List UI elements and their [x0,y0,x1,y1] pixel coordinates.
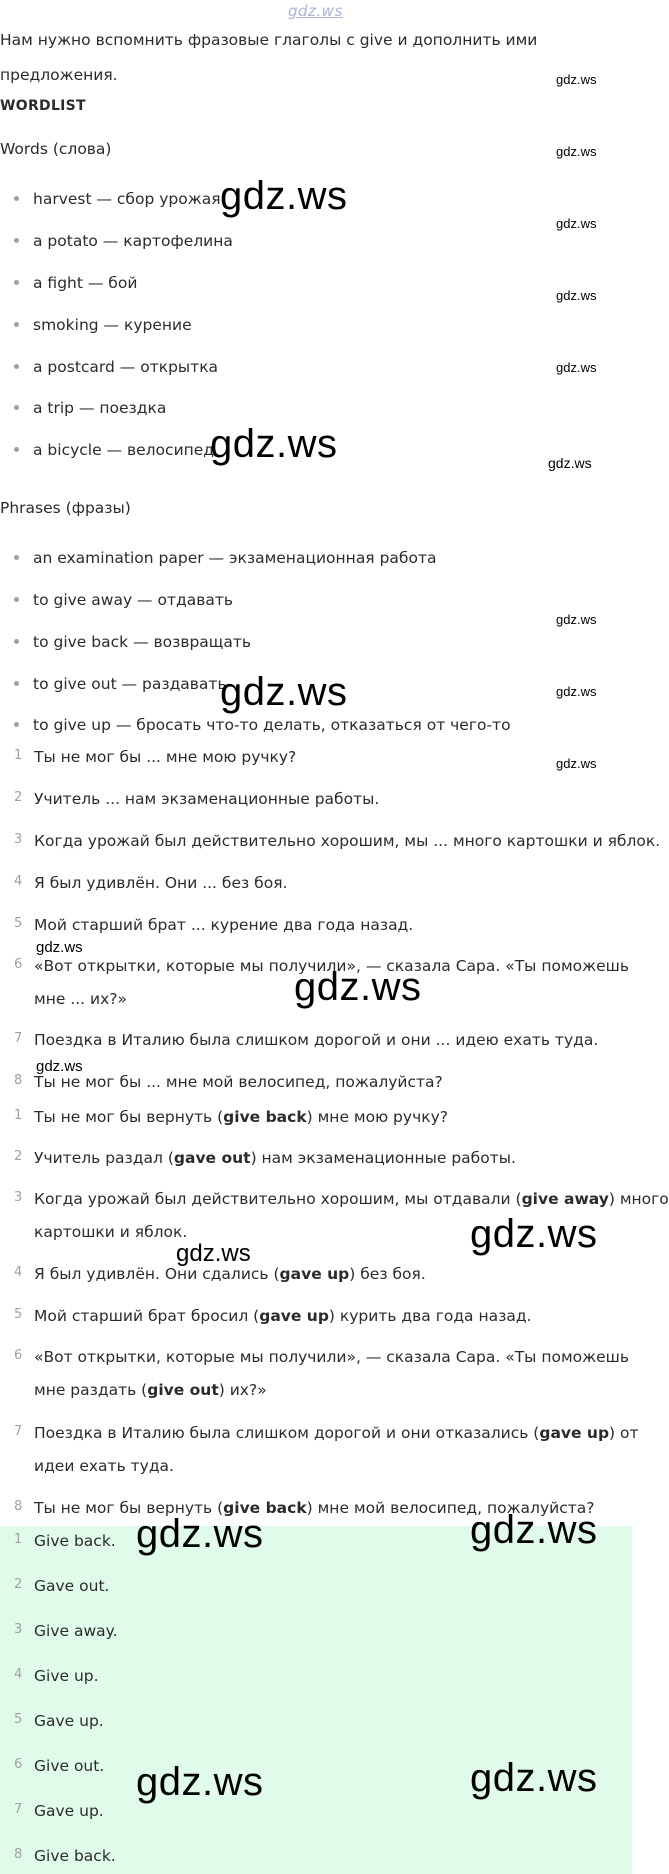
bullet-icon [14,555,19,560]
watermark: gdz.ws [220,174,348,218]
translation-item: 3 Когда урожай был действительно хорошим, мы отдавали (give away) много [14,1190,669,1208]
bullet-icon [14,196,19,201]
list-item: to give out — раздавать [14,675,227,693]
answer-item: 4 Give up. [14,1667,99,1685]
bullet-icon [14,280,19,285]
bullet-icon [14,639,19,644]
watermark: gdz.ws [220,670,348,714]
task-item: 5 Мой старший брат ... курение два года назад. [14,916,414,934]
answer-item: 5 Gave up. [14,1712,104,1730]
list-item: a potato — картофелина [14,232,233,250]
list-item: a postcard — открытка [14,358,218,376]
answer-item: 2 Gave out. [14,1577,110,1595]
list-item: to give up — бросать что-то делать, отказаться от чего-то [14,716,511,734]
answer-item: 6 Give out. [14,1757,105,1775]
translation-item: 8 Ты не мог бы вернуть (give back) мне мой велосипед, пожалуйста? [14,1499,595,1517]
answer-item: 7 Gave up. [14,1802,104,1820]
translation-item: 7 Поездка в Италию была слишком дорогой и они отказались (gave up) от [14,1424,639,1442]
list-item: harvest — сбор урожая [14,190,221,208]
task-item-continued: мне ... их?» [34,990,127,1008]
translation-item-continued: мне раздать (give out) их?» [34,1381,267,1399]
watermark: gdz.ws [556,144,597,159]
task-item: 7 Поездка в Италию была слишком дорогой и они ... идею ехать туда. [14,1031,599,1049]
watermark: gdz.ws [470,1212,598,1256]
watermark: gdz.ws [556,216,597,231]
watermark: gdz.ws [470,1756,598,1800]
translation-item-continued: идеи ехать туда. [34,1457,174,1475]
watermark: gdz.ws [556,360,597,375]
list-item: smoking — курение [14,316,192,334]
answer-item: 1 Give back. [14,1532,116,1550]
list-item: a bicycle — велосипед [14,441,214,459]
list-item: a fight — бой [14,274,137,292]
watermark: gdz.ws [556,612,597,627]
watermark: gdz.ws [294,965,422,1009]
task-item: 6 «Вот открытки, которые мы получили», — сказала Сара. «Ты поможешь [14,957,629,975]
bullet-icon [14,322,19,327]
intro-line-1: Нам нужно вспомнить фразовые глаголы с give и дополнить ими [0,31,538,49]
translation-item: 2 Учитель раздал (gave out) нам экзаменационные работы. [14,1149,516,1167]
watermark: gdz.ws [210,422,338,466]
task-item: 3 Когда урожай был действительно хорошим, мы ... много картошки и яблок. [14,832,661,850]
phrases-heading: Phrases (фразы) [0,499,131,517]
watermark: gdz.ws [136,1512,264,1556]
site-logo[interactable]: gdz.ws [288,2,343,20]
task-item: 4 Я был удивлён. Они ... без боя. [14,874,288,892]
translation-item: 4 Я был удивлён. Они сдались (gave up) без боя. [14,1265,426,1283]
translation-item: 5 Мой старший брат бросил (gave up) курить два года назад. [14,1307,532,1325]
bullet-icon [14,238,19,243]
list-item: to give back — возвращать [14,633,251,651]
watermark: gdz.ws [470,1508,598,1552]
watermark: gdz.ws [556,684,597,699]
watermark: gdz.ws [556,756,597,771]
task-item: 1 Ты не мог бы ... мне мою ручку? [14,748,297,766]
watermark: gdz.ws [136,1760,264,1804]
watermark: gdz.ws [36,1058,83,1075]
translation-item: 6 «Вот открытки, которые мы получили», — сказала Сара. «Ты поможешь [14,1348,629,1366]
bullet-icon [14,597,19,602]
watermark: gdz.ws [548,455,592,471]
watermark: gdz.ws [556,72,597,87]
intro-line-2: предложения. [0,66,118,84]
watermark: gdz.ws [176,1240,251,1267]
watermark: gdz.ws [556,288,597,303]
answer-item: 3 Give away. [14,1622,118,1640]
task-item: 8 Ты не мог бы ... мне мой велосипед, пожалуйста? [14,1073,443,1091]
wordlist-heading: WORDLIST [0,98,86,114]
task-item: 2 Учитель ... нам экзаменационные работы. [14,790,380,808]
bullet-icon [14,722,19,727]
list-item: a trip — поездка [14,399,166,417]
words-heading: Words (слова) [0,140,112,158]
bullet-icon [14,364,19,369]
watermark: gdz.ws [36,939,83,956]
bullet-icon [14,447,19,452]
translation-item-continued: картошки и яблок. [34,1223,188,1241]
answer-item: 8 Give back. [14,1847,116,1865]
bullet-icon [14,405,19,410]
list-item: an examination paper — экзаменационная работа [14,549,436,567]
list-item: to give away — отдавать [14,591,233,609]
translation-item: 1 Ты не мог бы вернуть (give back) мне мою ручку? [14,1108,448,1126]
bullet-icon [14,681,19,686]
